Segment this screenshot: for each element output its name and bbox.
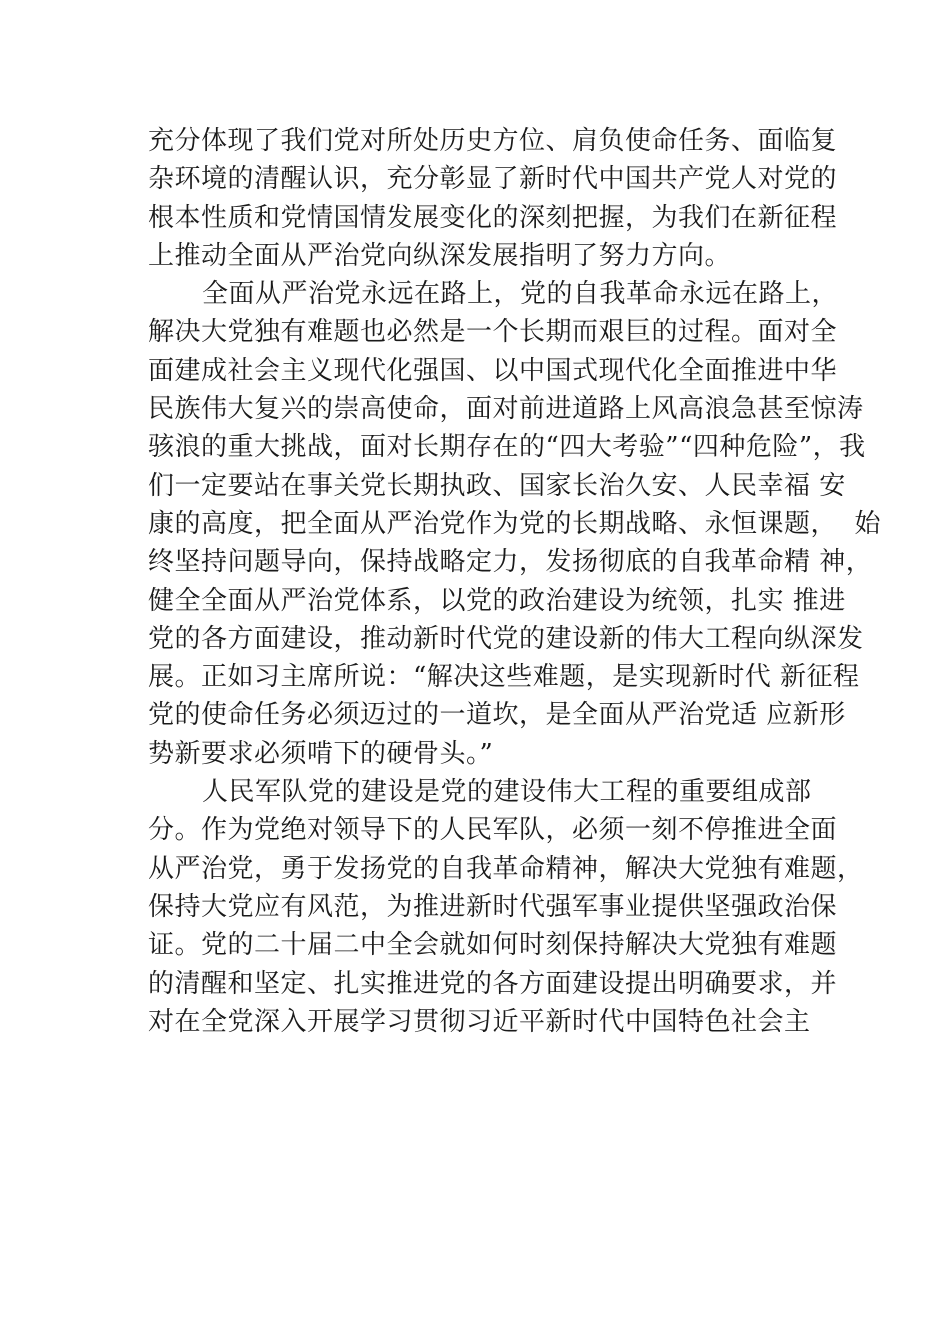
- text-line: 解决大党独有难题也必然是一个长期而艰巨的过程。面对全: [148, 317, 838, 348]
- text-line: 康的高度，把全面从严治党作为党的长期战略、永恒课题， 始: [148, 508, 882, 539]
- text-line: 终坚持问题导向，保持战略定力，发扬彻底的自我革命精 神，: [148, 547, 873, 578]
- text-line: 根本性质和党情国情发展变化的深刻把握，为我们在新征程: [148, 202, 838, 233]
- text-line: 的清醒和坚定、扎实推进党的各方面建设提出明确要求，并: [148, 968, 838, 999]
- paragraph-first-line: 全面从严治党永远在路上，党的自我革命永远在路上，: [202, 279, 839, 310]
- text-line: 们一定要站在事关党长期执政、国家长治久安、人民幸福 安: [148, 470, 846, 501]
- text-line: 面建成社会主义现代化强国、以中国式现代化全面推进中华: [148, 355, 838, 386]
- text-line: 党的使命任务必须迈过的一道坎，是全面从严治党适 应新形: [148, 700, 846, 731]
- text-line: 上推动全面从严治党向纵深发展指明了努力方向。: [148, 240, 732, 271]
- text-line: 骇浪的重大挑战，面对长期存在的“四大考验”“四种危险”，我: [148, 432, 866, 463]
- text-line: 对在全党深入开展学习贯彻习近平新时代中国特色社会主: [148, 1006, 811, 1037]
- text-line: 民族伟大复兴的崇高使命，面对前进道路上风高浪急甚至惊涛: [148, 394, 864, 425]
- text-line: 杂环境的清醒认识，充分彰显了新时代中国共产党人对党的: [148, 164, 838, 195]
- body-text: [148, 122, 882, 1041]
- text-line: 健全全面从严治党体系，以党的政治建设为统领，扎实 推进: [148, 585, 846, 616]
- text-line: 充分体现了我们党对所处历史方位、肩负使命任务、面临复: [148, 126, 838, 156]
- text-line: 展。正如习主席所说：“解决这些难题，是实现新时代 新征程: [148, 662, 860, 693]
- paragraph-first-line: 人民军队党的建设是党的建设伟大工程的重要组成部: [202, 777, 812, 808]
- text-line: 从严治党，勇于发扬党的自我革命精神，解决大党独有难题，: [148, 853, 864, 884]
- text-line: 势新要求必须啃下的硬骨头。”: [148, 738, 494, 769]
- text-line: 党的各方面建设，推动新时代党的建设新的伟大工程向纵深发: [148, 623, 864, 654]
- text-line: 保持大党应有风范，为推进新时代强军事业提供坚强政治保: [148, 891, 838, 922]
- text-line: 证。党的二十届二中全会就如何时刻保持解决大党独有难题: [148, 930, 838, 961]
- text-line: 分。作为党绝对领导下的人民军队，必须一刻不停推进全面: [148, 815, 838, 846]
